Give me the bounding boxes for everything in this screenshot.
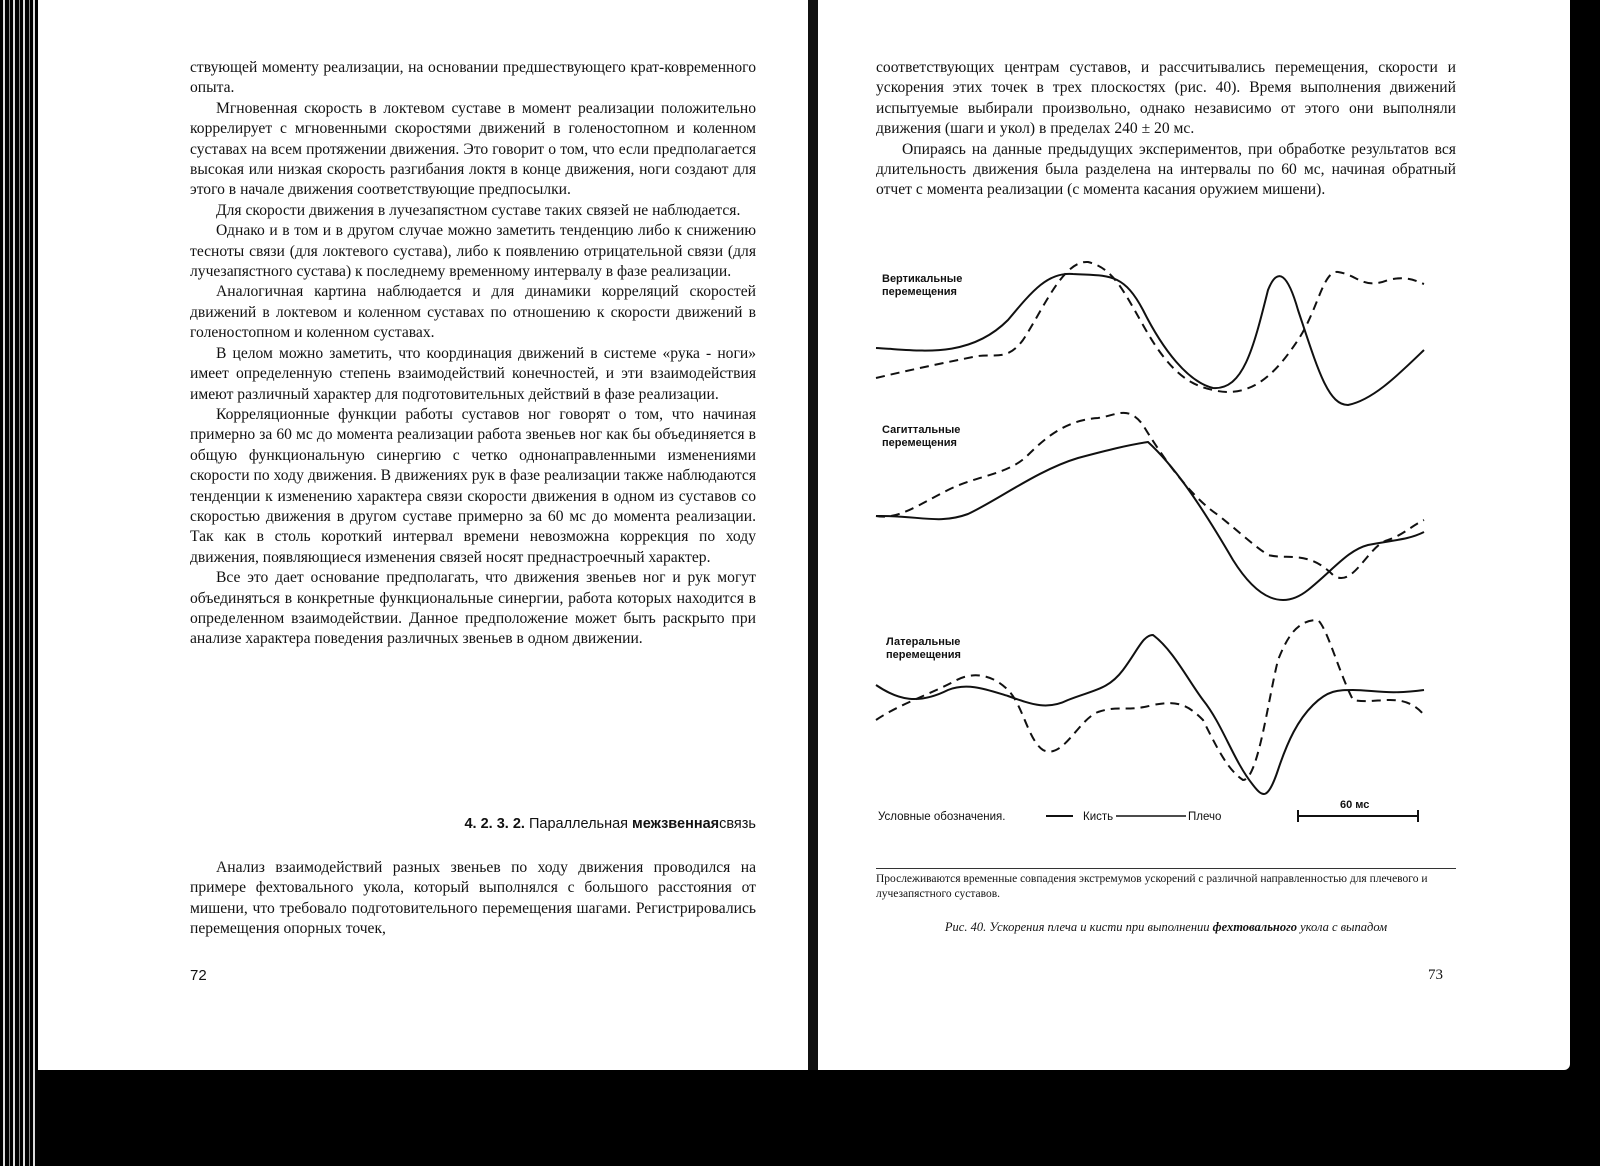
left-body-text — [190, 58, 756, 650]
paragraph: Все это дает основание предполагать, что движения звеньев ног и рук могут объединяться в конкретные функциональные синергии, работа которых находится в определенном взаимодействии. Данное предположение может быть раскрыто при анализе характера поведения различных звеньев в одном движении. — [190, 569, 756, 648]
panel-label-sagittal-1: Сагиттальные — [882, 424, 961, 436]
heading-pre: Параллельная — [528, 816, 629, 832]
figure-40 — [858, 250, 1438, 840]
figure-note: Прослеживаются временные совпадения экстремумов ускорений с различной направленностью для плечевого и лучезапястного суставов. — [876, 868, 1456, 902]
paragraph: Мгновенная скорость в локтевом суставе в момент реализации положительно коррелирует с мгновенными скоростями движений в голеностопном и коленном суставах на всем протяжении движения. Это говорит о том, что если предполагается высокая или низкая скорость разгибания локтя в конце движения, ноги создают для этого в начале движения соответствующие предпосылки. — [190, 99, 756, 199]
paragraph: Аналогичная картина наблюдается и для динамики корреляций скоростей движений в локтевом и коленном суставах по отношению к скорости движений в голеностопном и коленном суставах. — [190, 283, 756, 342]
heading-bold: межзвенная — [632, 816, 720, 832]
legend-shoulder-label: Плечо — [1188, 811, 1222, 823]
right-page — [818, 0, 1570, 1070]
caption-bold: фехтовального — [1212, 920, 1297, 934]
after-heading-text — [190, 858, 756, 940]
panel-label-vertical-2: перемещения — [882, 286, 957, 298]
legend-wrist-label: Кисть — [1083, 811, 1114, 823]
after-heading-paragraph: Анализ взаимодействий разных звеньев по ходу движения проводился на примере фехтовального укола, который выполнялся с большого расстояния от мишени, что требовало подготовительного перемещения шагами. Регистрировались перемещения опорных точек, — [190, 859, 756, 938]
page-number-left: 72 — [190, 967, 207, 984]
left-page — [38, 0, 808, 1070]
paragraph: В целом можно заметить, что координация движений в системе «рука - ноги» имеет определенную степень взаимодействий конечностей, и эти взаимодействия имеют различный характер для подготовительных действий в фазе реализации. — [190, 344, 756, 403]
paragraph: Однако и в том и в другом случае можно заметить тенденцию либо к снижению тесноты связи (для локтевого сустава), либо к появлению отрицательной связи (для лучезапястного сустава) к последнему временному интервалу в фазе реализации. — [190, 222, 756, 281]
paragraph: ствующей моменту реализации, на основании предшествующего крат-ковременного опыта. — [190, 59, 756, 97]
right-body-text — [876, 58, 1456, 201]
caption-pre: Рис. 40. Ускорения плеча и кисти при выполнении — [944, 920, 1210, 934]
left-scan-edge — [0, 0, 38, 1166]
figure-caption — [876, 920, 1456, 935]
caption-post: укола с выпадом — [1300, 920, 1388, 934]
scale-label: 60 мс — [1340, 799, 1370, 811]
vertical-shoulder-curve — [876, 274, 1424, 405]
heading-post: связь — [719, 816, 756, 832]
paragraph: Для скорости движения в лучезапястном суставе таких связей не наблюдается. — [216, 201, 741, 219]
panel-label-sagittal-2: перемещения — [882, 437, 957, 449]
panel-label-lateral-1: Латеральные — [886, 636, 961, 648]
section-heading — [190, 816, 756, 832]
paragraph: Опираясь на данные предыдущих экспериментов, при обработке результатов вся длительность движения была разделена на интервалы по 60 мс, начиная обратный отчет с момента реализации (с момента касания оружием мишени). — [876, 140, 1456, 199]
panel-label-vertical-1: Вертикальные — [882, 273, 963, 285]
sagittal-shoulder-curve — [876, 442, 1424, 600]
panel-label-lateral-2: перемещения — [886, 649, 961, 661]
heading-number: 4. 2. 3. 2. — [464, 816, 525, 832]
paragraph: соответствующих центрам суставов, и рассчитывались перемещения, скорости и ускорения этих точек в трех плоскостях (рис. 40). Время выполнения движений испытуемые выбирали произвольно, однако независимо от этого они выполняли движения (шаги и укол) в пределах 240 ± 20 мс. — [876, 59, 1456, 138]
legend-title: Условные обозначения. — [878, 811, 1006, 823]
paragraph: Корреляционные функции работы суставов ног говорят о том, что начиная примерно за 60 мс до момента реализации работа звеньев ног как бы объединяется в общую функциональную синергию с четко однонаправленными изменениями скорости по ходу движения. В движениях рук в фазе реализации также наблюдаются тенденции к изменению характера связи скорости движения в одном из суставов со скоростью движения в другом суставе примерно за 60 мс до момента реализации. Так как в столь короткий интервал времени невозможна коррекция по ходу движения, появляющиеся изменения связей носят преднастроечный характер. — [190, 405, 756, 566]
book-spine — [808, 0, 818, 1070]
sagittal-wrist-curve — [876, 413, 1424, 578]
page-number-right: 73 — [1428, 967, 1443, 983]
